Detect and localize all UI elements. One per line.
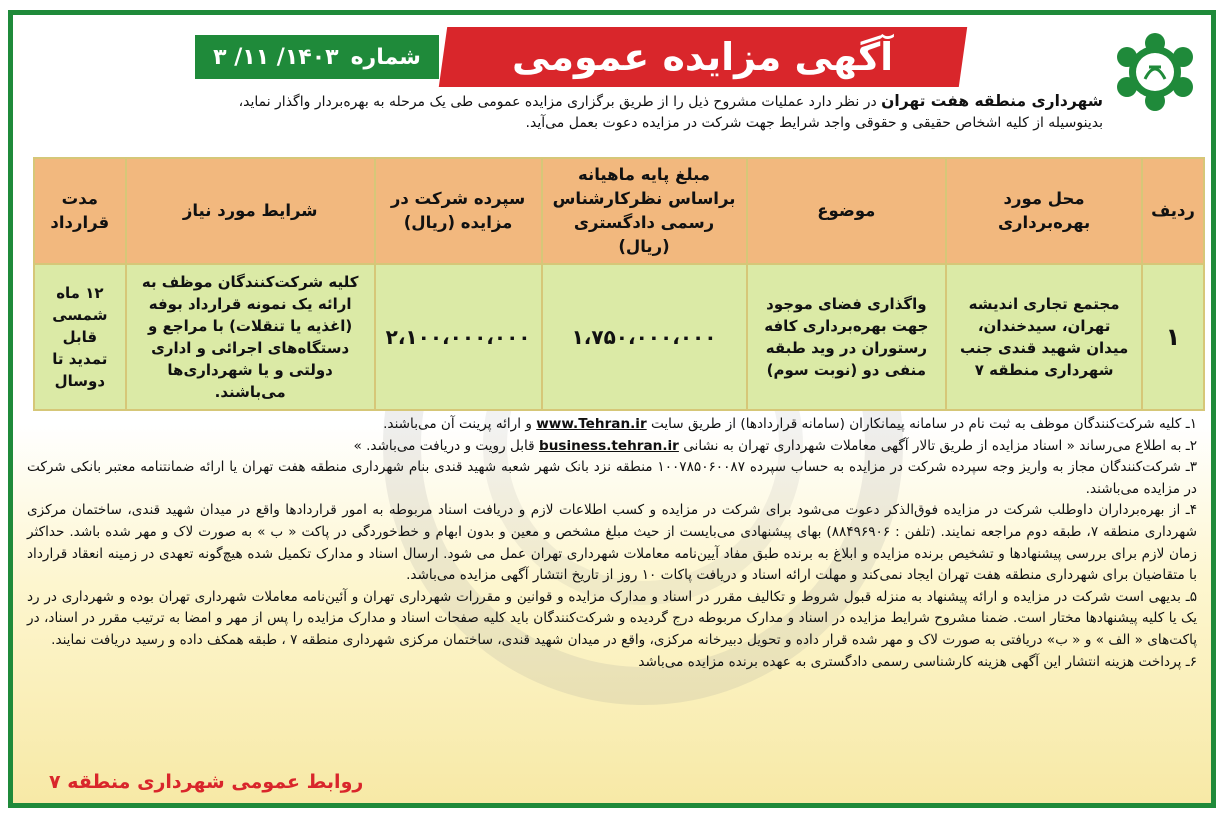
term-3: ۳ـ شرکت‌کنندگان مجاز به واریز وجه سپرده شرکت در مزایده به حساب سپرده ۱۰۰۷۸۵۰۶۰۰۸۷ منطقه نزد بانک شهر شعبه شهید قندی بنام شهرداری منطقه هفت تهران یا ارائه ضمانتنامه معتبر بانکی شرکت در مزایده می‌باشند. [27,459,1197,497]
table-row [34,264,1204,410]
auction-table [33,157,1205,411]
cell-subject: واگذاری فضای موجود جهت بهره‌برداری کافه رستوران در وید طبقه منفی دو (نوبت سوم) [747,264,947,410]
ad-title: آگهی مزایده عمومی [512,35,894,79]
header-location: محل مورد بهره‌برداری [946,158,1142,264]
cell-row-index: ۱ [1142,264,1204,410]
term-2 [27,436,1197,458]
intro-line-1: در نظر دارد عملیات مشروح ذیل را از طریق برگزاری مزایده عمومی طی یک مرحله به بهره‌بردار واگذار نماید، [238,94,882,110]
auction-advertisement [8,10,1216,808]
term-5: ۵ـ بدیهی است شرکت در مزایده و ارائه پیشنهاد به منزله قبول شروط و تکالیف مقرر در اسناد و مدارک مزایده و قوانین و مقررات شهرداری تهران و آئین‌نامه معاملات شهرداری تهران بوده و شهرداری در رد یک یا کلیه پیشنهادها مختار است. ضمنا مشروح شرایط مزایده در اسناد و مدارک مربوطه درج گردیده و شرکت‌کنندگان باید کلیه صفحات اسناد و مدارک مزایده را پس از مهر و امضا به ترتیب مقرر در اسناد، در پاکت‌های « الف » و « ب» دریافتی به صورت لاک و مهر شده قرار داده و تحویل دبیرخانه مرکزی، واقع در میدان شهید قندی، ساختمان مرکزی شهرداری منطقه ۷ ، طبقه همکف داده و رسید دریافت نمایند. [27,588,1197,648]
organization-name: شهرداری منطقه هفت تهران [881,92,1103,110]
header-subject: موضوع [747,158,947,264]
public-relations-signature: روابط عمومی شهرداری منطقه ۷ [49,771,364,793]
cell-duration: ۱۲ ماه شمسی قابل تمدید تا دوسال [34,264,126,410]
tehran-municipality-logo-icon [1109,29,1201,115]
term-1 [27,414,1197,436]
term-2-text-a: ۲ـ به اطلاع می‌رساند « اسناد مزایده از طریق تالار آگهی معاملات شهرداری تهران به نشانی [678,437,1197,454]
business-website-link[interactable]: business.tehran.ir [539,437,679,454]
terms-list [27,414,1197,673]
title-banner [439,27,967,87]
tehran-website-link[interactable]: www.Tehran.ir [536,416,647,432]
intro-line-2: بدینوسیله از کلیه اشخاص حقیقی و حقوقی واجد شرایط جهت شرکت در مزایده دعوت بعمل می‌آید. [525,115,1103,131]
cell-base-price: ۱،۷۵۰،۰۰۰،۰۰۰ [542,264,747,410]
header-row-index: ردیف [1142,158,1204,264]
number-label: شماره [350,44,421,70]
term-1-text-a: ۱ـ کلیه شرکت‌کنندگان موظف به ثبت نام در سامانه پیمانکاران (سامانه قراردادها) از طریق سایت [646,416,1197,432]
cell-location: مجتمع تجاری اندیشه تهران، سیدخندان، میدان شهید قندی جنب شهرداری منطقه ۷ [946,264,1142,410]
number-value: ۱۴۰۳/ ۱۱/ ۳ [213,44,339,70]
term-2-text-b: قابل رویت و دریافت می‌باشد. » [353,437,539,454]
intro-text [27,91,1103,134]
term-4: ۴ـ از بهره‌برداران داوطلب شرکت در مزایده فوق‌الذکر دعوت می‌شود برای شرکت در مزایده و کسب اطلاعات لازم و دریافت اسناد مربوطه به امور قراردادها واقع در میدان شهید قندی، ساختمان مرکزی شهرداری منطقه ۷، طبقه دوم مراجعه نمایند. (تلفن : ۸۸۴۹۶۹۰۶) بهای پیشنهادی می‌بایست از حیث مبلغ مشخص و معین و بدون ابهام و خط‌خوردگی در پاکت « ب » به صورت لاک و مهر شده باشد. حداکثر زمان لازم برای بررسی پیشنهادها و تشخیص برنده مزایده و ابلاغ به برنده طبق مفاد آیین‌نامه معاملات شهرداری تهران عمل می شود. ارسال اسناد و مدارک تکمیل شده هیچ‌گونه تعهدی در زمینه انعقاد قرارداد با متقاضیان برای شهرداری منطقه هفت تهران ایجاد نمی‌کند و مهلت ارائه اسناد و دریافت پاکات ۱۰ روز از تاریخ انتشار آگهی مزایده می‌باشد. [27,502,1197,584]
number-banner [195,35,439,79]
header-conditions: شرایط مورد نیاز [126,158,375,264]
term-1-text-b: و ارائه پرینت آن می‌باشند. [383,416,537,432]
table-header-row [34,158,1204,264]
header-deposit: سپرده شرکت در مزایده (ریال) [375,158,542,264]
header-duration: مدت قرارداد [34,158,126,264]
term-6: ۶ـ پرداخت هزینه انتشار این آگهی هزینه کارشناسی رسمی دادگستری به عهده برنده مزایده می‌باشد [638,653,1197,670]
header-base-price: مبلغ پایه ماهیانه براساس نظرکارشناس رسمی دادگستری (ریال) [542,158,747,264]
cell-deposit: ۲،۱۰۰،۰۰۰،۰۰۰ [375,264,542,410]
cell-conditions: کلیه شرکت‌کنندگان موظف به ارائه یک نمونه قرارداد بوفه (اغذیه یا تنقلات) با مراجع و دستگاه‌های اجرائی و اداری دولتی و یا شهرداری‌ها می‌باشند. [126,264,375,410]
